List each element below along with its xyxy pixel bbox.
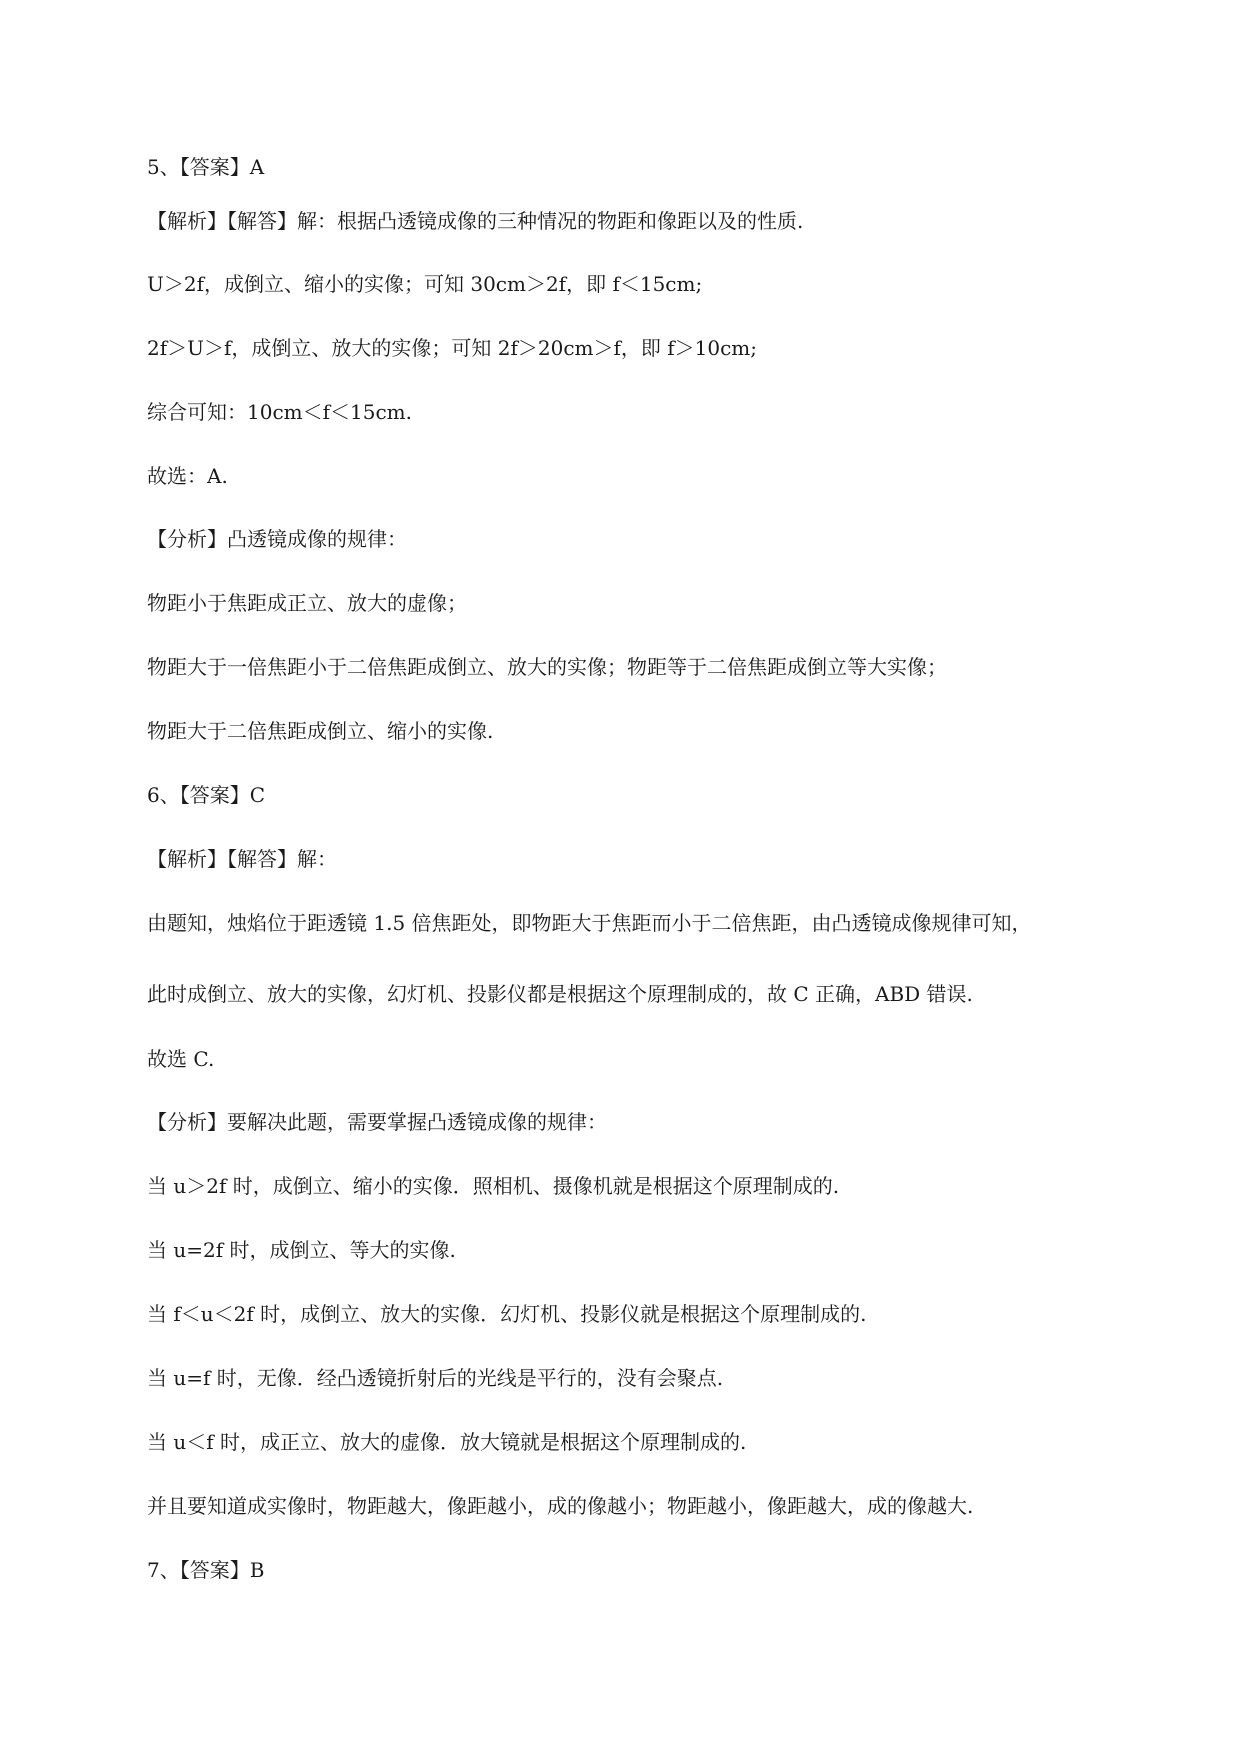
q6-rule4: 当 u=f 时，无像．经凸透镜折射后的光线是平行的，没有会聚点. — [147, 1366, 724, 1390]
q6-rule5: 当 u＜f 时，成正立、放大的虚像．放大镜就是根据这个原理制成的. — [147, 1430, 747, 1454]
q5-case1: U＞2f，成倒立、缩小的实像；可知 30cm＞2f，即 f＜15cm; — [147, 272, 703, 296]
q5-analysis-intro: 【解析】【解答】解：根据凸透镜成像的三种情况的物距和像距以及的性质. — [147, 209, 804, 233]
q6-analysis-title: 【分析】要解决此题，需要掌握凸透镜成像的规律： — [147, 1110, 607, 1134]
q6-answer: 6、【答案】C — [147, 783, 266, 807]
q6-rule1: 当 u＞2f 时，成倒立、缩小的实像．照相机、摄像机就是根据这个原理制成的. — [147, 1174, 840, 1198]
q5-analysis-title: 【分析】凸透镜成像的规律： — [147, 527, 407, 551]
q5-rule2: 物距大于一倍焦距小于二倍焦距成倒立、放大的实像；物距等于二倍焦距成倒立等大实像； — [147, 655, 947, 679]
q6-rule6: 并且要知道成实像时，物距越大，像距越小，成的像越小；物距越小，像距越大，成的像越大. — [147, 1494, 974, 1518]
q7-answer: 7、【答案】B — [147, 1558, 265, 1582]
q6-rule2: 当 u=2f 时，成倒立、等大的实像. — [147, 1238, 456, 1262]
q6-choice: 故选 C. — [147, 1047, 215, 1071]
q5-choice: 故选：A. — [147, 464, 228, 488]
q5-case2: 2f＞U＞f，成倒立、放大的实像；可知 2f＞20cm＞f，即 f＞10cm; — [147, 336, 757, 360]
q5-answer: 5、【答案】A — [147, 155, 265, 179]
q5-rule3: 物距大于二倍焦距成倒立、缩小的实像. — [147, 719, 494, 743]
q6-explanation-line2: 此时成倒立、放大的实像，幻灯机、投影仪都是根据这个原理制成的，故 C 正确，ABD 错误. — [147, 982, 973, 1006]
q6-explanation-line1: 由题知，烛焰位于距透镜 1.5 倍焦距处，即物距大于焦距而小于二倍焦距，由凸透镜成像规律可知， — [147, 911, 1032, 935]
q6-analysis-intro: 【解析】【解答】解： — [147, 847, 337, 871]
q5-combined: 综合可知：10cm＜f＜15cm. — [147, 400, 412, 424]
q6-explanation — [147, 906, 1147, 1011]
q5-rule1: 物距小于焦距成正立、放大的虚像； — [147, 591, 467, 615]
q6-rule3: 当 f＜u＜2f 时，成倒立、放大的实像．幻灯机、投影仪就是根据这个原理制成的. — [147, 1302, 867, 1326]
